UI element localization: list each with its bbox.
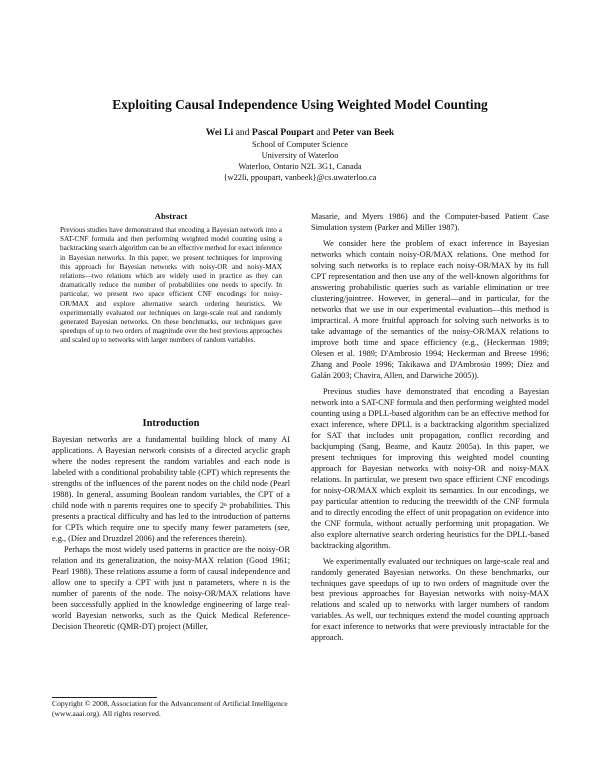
body-paragraph-continuation: Masarie, and Myers 1986) and the Computer-based Patient Case Simulation system (Parker and Miller 1987). [311,212,549,232]
right-column-body [311,212,549,644]
author-name: Pascal Poupart [251,127,314,138]
abstract-text: Previous studies have demonstrated that encoding a Bayesian network into a SAT-CNF formula and then performing weighted model counting using a backtracking search algorithm can be an effective method for exact inference in Bayesian networks. In this paper, we present techniques for improving this approach for Bayesian networks with noisy-OR and noisy-MAX relations—two relations which are widely used in practice as they can dramatically reduce the number of probabilities one needs to specify. In particular, we present two space efficient CNF encodings for noisy-OR/MAX and explore alternative search ordering heuristics. We experimentally evaluated our techniques on large-scale real and randomly generated Bayesian networks. On these benchmarks, our techniques gave speedups of up to two orders of magnitude over the best previous approaches and scaled up to networks with larger numbers of random variables. [60,226,282,345]
affiliation-emails: {w22li, ppoupart, vanbeek}@cs.uwaterloo.ca [223,173,377,182]
intro-paragraph-1: Bayesian networks are a fundamental building block of many AI applications. A Bayesian network consists of a directed acyclic graph where the nodes represent the random variables and each node is labeled with a conditional probability table (CPT) which represents the strengths of the influences of the parent nodes on the child node (Pearl 1988). In general, assuming Boolean random variables, the CPT of a child node with n parents requires one to specify 2ⁿ probabilities. This presents a practical difficulty and has led to the introduction of patterns for CPTs which require one to specify many fewer parameters (see, e.g., (Díez and Druzdzel 2006) and the references therein). [52,435,290,543]
affiliation-school: School of Computer Science [251,140,349,149]
author-separator: and [313,127,333,138]
footnote-rule [52,697,157,698]
paper-title: Exploiting Causal Independence Using Weighted Model Counting [112,97,488,112]
left-column-body [52,435,290,633]
author-line [40,126,560,139]
intro-paragraph-2: Perhaps the most widely used patterns in practice are the noisy-OR relation and its generalization, the noisy-MAX relation (Good 1961; Pearl 1988). These relations assume a form of causal independence and allow one to specify a CPT with just n parameters, where n is the number of parents of the node. The noisy-OR/MAX relations have been successfully applied in the knowledge engineering of large real-world Bayesian networks, such as the Quick Medical Reference-Decision Theoretic (QMR-DT) project (Miller, [52,544,290,631]
author-name: Peter van Beek [332,127,395,138]
affiliation-address: Waterloo, Ontario N2L 3G1, Canada [238,162,362,171]
body-paragraph: Previous studies have demonstrated that encoding a Bayesian network into a SAT-CNF formula and then performing weighted model counting using a DPLL-based algorithm can be an effective method for exact inference, where DPLL is a backtracking algorithm specialized for SAT that includes unit propagation, conflict recording and backjumping (Sang, Beame, and Kautz 2005a). In this paper, we present techniques for improving this weighted model counting approach for Bayesian networks with noisy-OR and noisy-MAX relations. In particular, we present two space efficient CNF encodings for noisy-OR/MAX which exploit its semantics. In our encodings, we pay particular attention to reducing the treewidth of the CNF formula and to directly encoding the effect of unit propagation on evidence into the CNF formula, without actually performing unit propagation. We also explore alternative search ordering heuristics for the DPLL-based backtracking algorithm. [311,386,549,550]
section-heading-introduction: Introduction [142,418,200,429]
author-name: Wei Li [205,127,234,138]
affiliation-university: University of Waterloo [261,151,339,160]
abstract-heading: Abstract [154,211,188,221]
body-paragraph: We consider here the problem of exact inference in Bayesian networks which contain noisy-OR/MAX relations. One method for solving such networks is to replace each noisy-OR/MAX by its full CPT representation and then use any of the well-known algorithms for answering probabilistic queries such as variable elimination or tree clustering/jointree. However, in general—and in particular, for the networks that we use in our experimental evaluation—this method is impractical. A more fruitful approach for solving such networks is to take advantage of the semantics of the noisy-OR/MAX relations to improve both time and space efficiency (e.g., (Heckerman 1989; Olesen et al. 1989; D'Ambrosio 1994; Heckerman and Breese 1996; Zhang and Poole 1996; Takikawa and D'Ambrosio 1999; Díez and Galán 2003; Chavira, Allen, and Darwiche 2005)). [311,238,549,380]
author-separator: and [233,127,252,138]
body-paragraph: We experimentally evaluated our techniques on large-scale real and randomly generated Bayesian networks. On these benchmarks, our techniques gave speedups of up to two orders of magnitude over the best previous approaches for Bayesian networks with noisy-MAX relations and scaled up to networks with larger numbers of random variables. As well, our techniques extend the model counting approach for exact inference to networks that were previously intractable for the approach. [311,556,549,643]
copyright-notice: Copyright © 2008, Association for the Advancement of Artificial Intelligence (www.aaai.org). All rights reserved. [52,699,288,718]
affiliation-block [40,139,560,183]
